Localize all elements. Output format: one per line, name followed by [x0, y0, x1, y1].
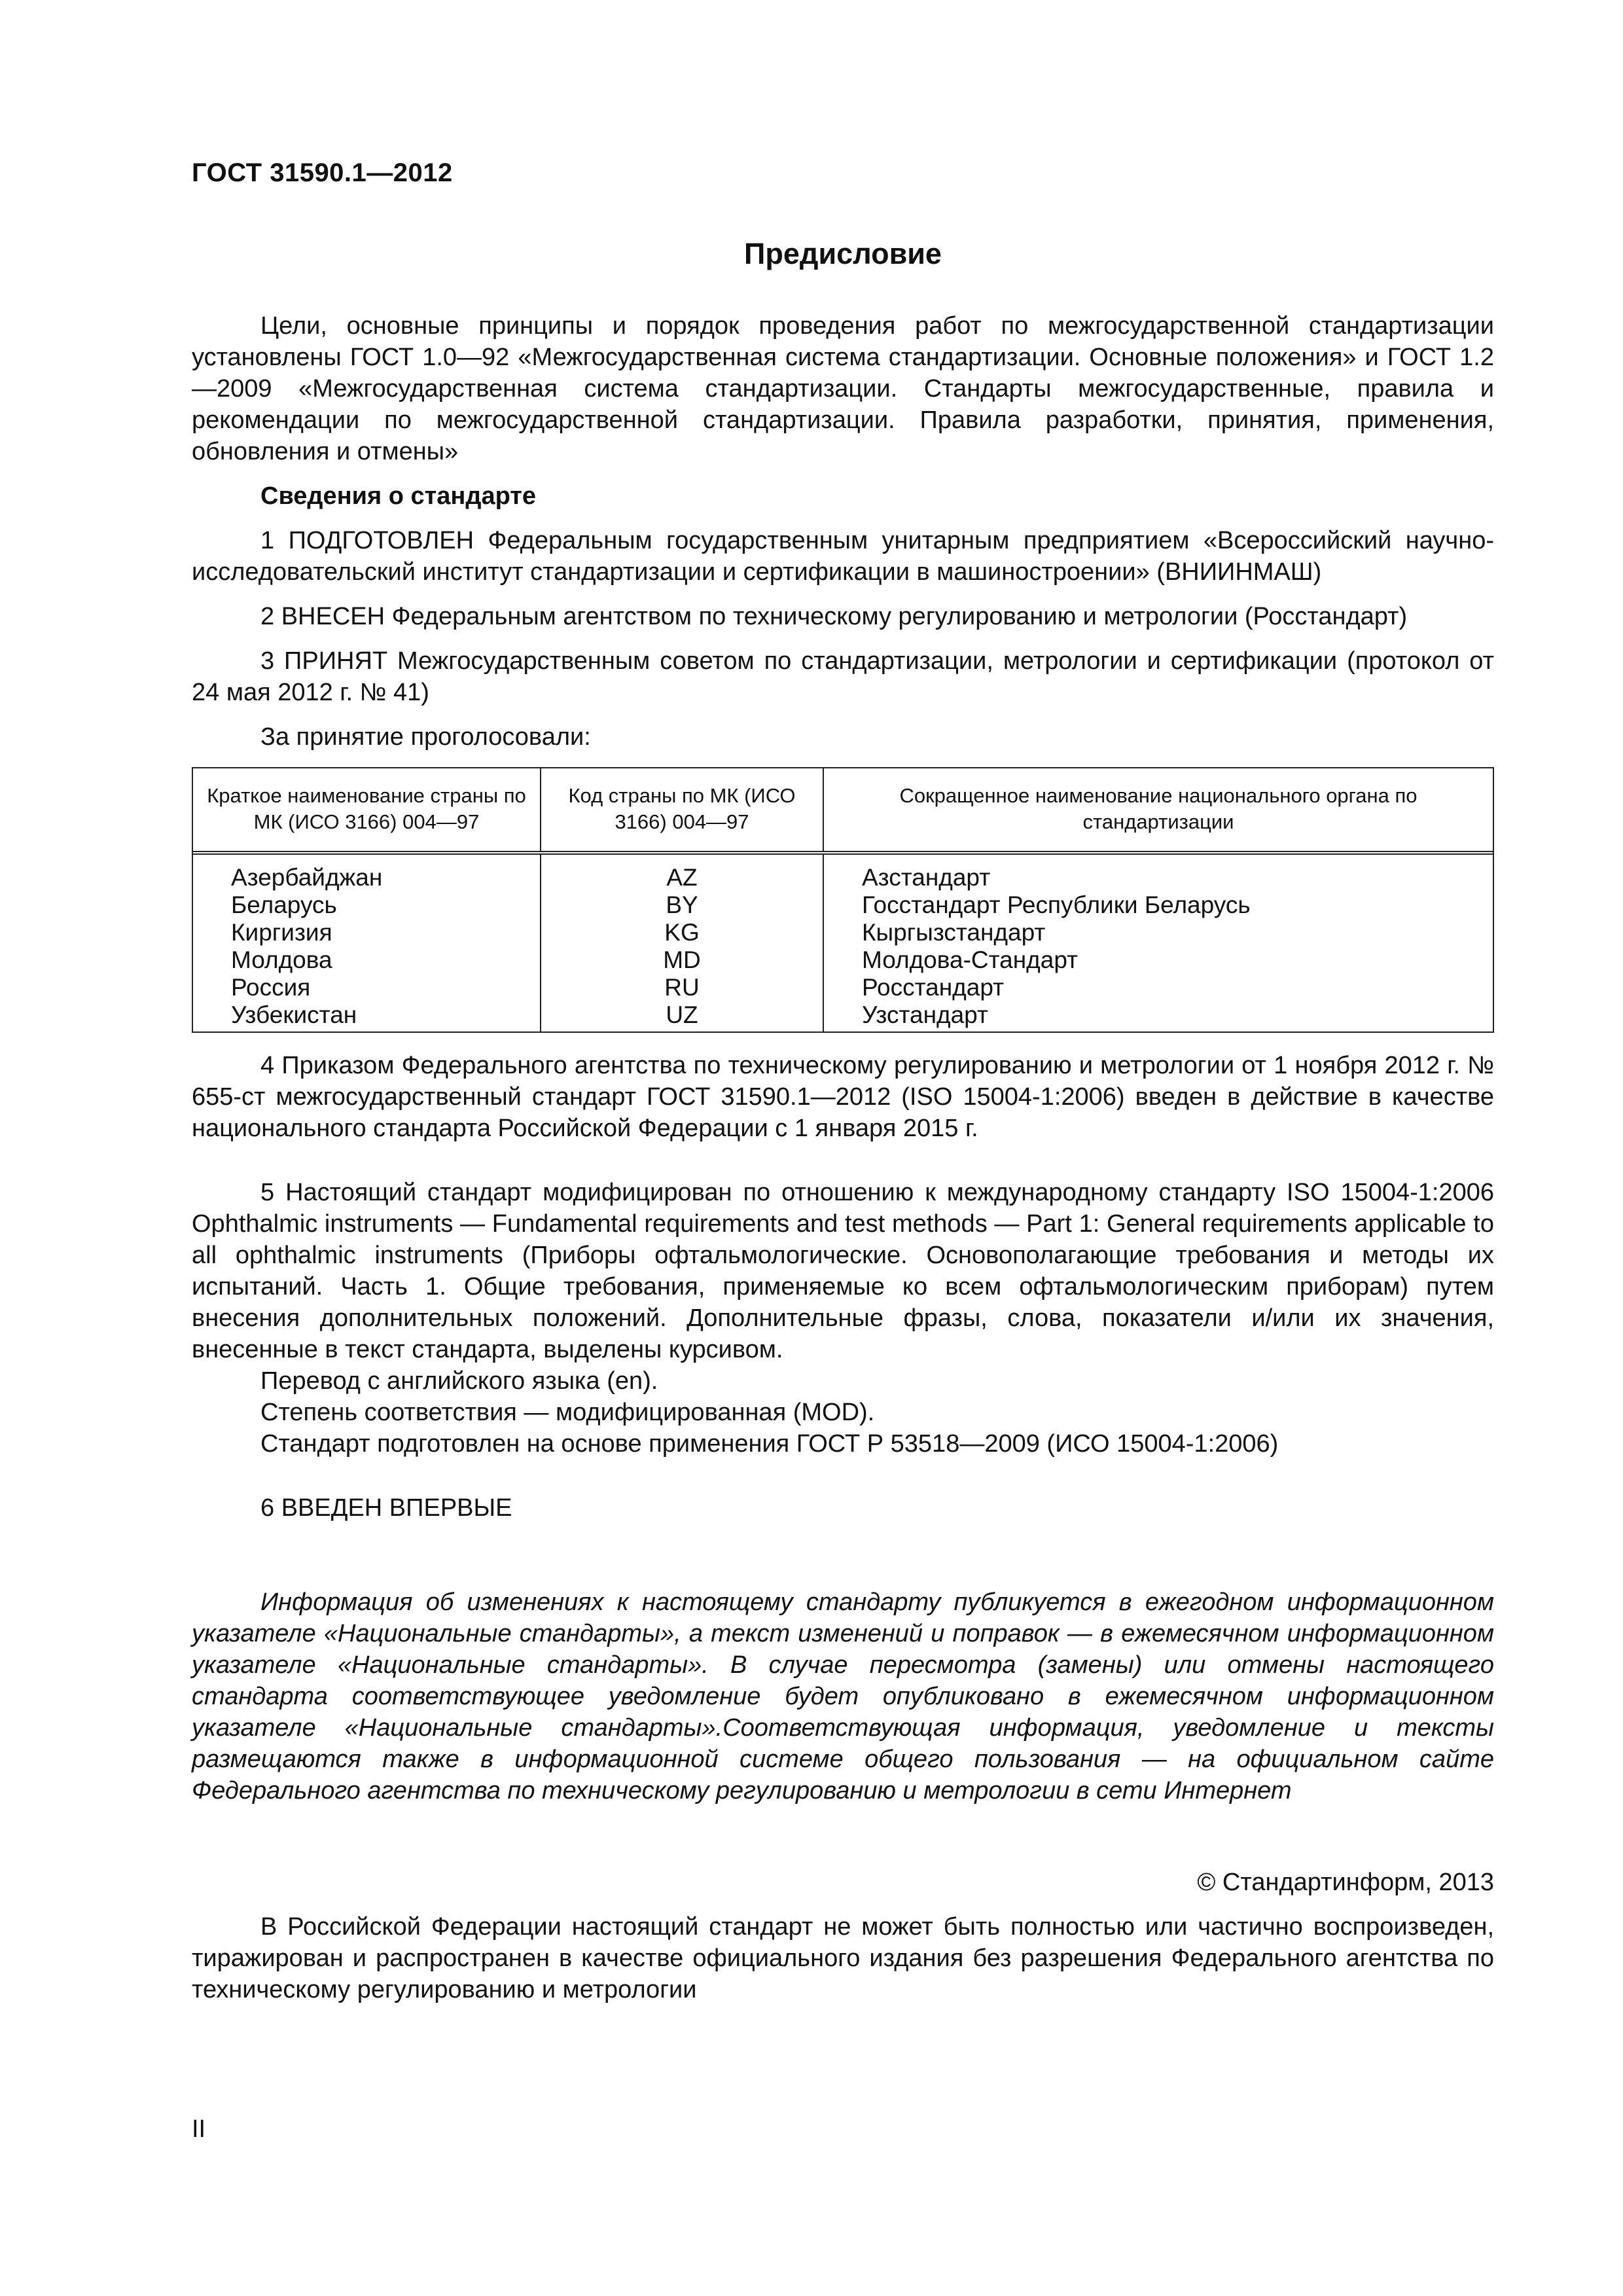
item-4-paragraph: 4 Приказом Федерального агентства по техническому регулированию и метрологии от 1 ноября 2012 г. № 655-ст межгосударственный стандарт ГОСТ 31590.1—2012 (ISO 15004-1:2006) введен в действие в качестве национального стандарта Российской Федерации с 1 января 2015 г. [192, 1052, 1494, 1142]
table-header-cell: Код страны по МК (ИСО 3166) 004—97 [541, 768, 823, 853]
table-header-cell: Краткое наименование страны по МК (ИСО 3166) 004—97 [193, 768, 541, 853]
copyright-line: © Стандартинформ, 2013 [1197, 1869, 1494, 1896]
item-2-paragraph: 2 ВНЕСЕН Федеральным агентством по техническому регулированию и метрологии (Росстандарт) [260, 603, 1408, 630]
voting-table [192, 767, 1494, 1033]
country-code-cell: AZ [541, 853, 823, 891]
item-6-paragraph: 6 ВВЕДЕН ВПЕРВЫЕ [260, 1494, 512, 1522]
table-row [193, 1001, 1493, 1031]
standards-body-cell: Госстандарт Республики Беларусь [862, 891, 1251, 918]
conformity-note: Степень соответствия — модифицированная (MOD). [260, 1399, 875, 1426]
reproduction-notice: В Российской Федерации настоящий стандарт не может быть полностью или частично воспроизведен, тиражирован и распространен в качестве официального издания без разрешения Федерального агентства по техническому регулированию и метрологии [192, 1913, 1494, 2003]
country-name-cell: Россия [193, 974, 541, 1001]
country-code-cell: UZ [541, 1001, 823, 1031]
standards-body-cell: Молдова-Стандарт [862, 946, 1079, 973]
translation-note: Перевод с английского языка (en). [260, 1367, 658, 1395]
page-title: Предисловие [744, 237, 942, 270]
standards-body-cell: Кыргызстандарт [862, 919, 1046, 946]
document-code: ГОСТ 31590.1—2012 [192, 158, 453, 187]
item-1-paragraph: 1 ПОДГОТОВЛЕН Федеральным государственным унитарным предприятием «Всероссийский научно-исследовательский институт стандартизации и сертификации в машиностроении» (ВНИИНМАШ) [192, 527, 1494, 586]
country-code-cell: KG [541, 919, 823, 946]
page-number: II [192, 2115, 206, 2143]
table-row [193, 974, 1493, 1001]
voting-caption: За принятие проголосовали: [260, 723, 591, 751]
table-header-cell: Сокращенное наименование национального органа по стандартизации [823, 768, 1493, 853]
standards-body-cell: Росстандарт [862, 974, 1005, 1001]
country-name-cell: Узбекистан [193, 1001, 541, 1031]
item-3-paragraph: 3 ПРИНЯТ Межгосударственным советом по стандартизации, метрологии и сертификации (протокол от 24 мая 2012 г. № 41) [192, 647, 1494, 706]
standards-body-cell: Азстандарт [862, 864, 991, 891]
page-content [192, 236, 1494, 2005]
section-heading: Сведения о стандарте [260, 482, 537, 510]
country-code-cell: MD [541, 946, 823, 974]
basis-note: Стандарт подготовлен на основе применения ГОСТ Р 53518—2009 (ИСО 15004-1:2006) [260, 1430, 1279, 1458]
standards-body-cell: Узстандарт [862, 1001, 988, 1028]
table-header-row [193, 768, 1493, 853]
table-row [193, 919, 1493, 946]
country-name-cell: Беларусь [193, 891, 541, 919]
country-code-cell: RU [541, 974, 823, 1001]
country-name-cell: Киргизия [193, 919, 541, 946]
country-code-cell: BY [541, 891, 823, 919]
country-name-cell: Азербайджан [193, 853, 541, 891]
table-row [193, 946, 1493, 974]
table-row [193, 891, 1493, 919]
intro-paragraph: Цели, основные принципы и порядок проведения работ по межгосударственной стандартизации установлены ГОСТ 1.0—92 «Межгосударственная система стандартизации. Основные положения» и ГОСТ 1.2—2009 «Межгосударственная система стандартизации. Стандарты межгосударственные, правила и рекомендации по межгосударственной стандартизации. Правила разработки, принятия, применения, обновления и отмены» [192, 312, 1494, 465]
item-5-paragraph: 5 Настоящий стандарт модифицирован по отношению к международному стандарту ISO 15004-1:2006 Ophthalmic instruments — Fundamental requirements and test methods — Part 1: General requirements applicable to all ophthalmic instruments (Приборы офтальмологические. Основополагающие требования и методы их испытаний. Часть 1. Общие требования, применяемые ко всем офтальмологическим приборам) путем внесения дополнительных положений. Дополнительные фразы, слова, показатели и/или их значения, внесенные в текст стандарта, выделены курсивом. [192, 1179, 1494, 1363]
table-row [193, 853, 1493, 891]
country-name-cell: Молдова [193, 946, 541, 974]
changes-notice: Информация об изменениях к настоящему стандарту публикуется в ежегодном информационном указателе «Национальные стандарты», а текст изменений и поправок — в ежемесячном информационном указателе «Национальные стандарты». В случае пересмотра (замены) или отмены настоящего стандарта соответствующее уведомление будет опубликовано в ежемесячном информационном указателе «Национальные стандарты».Соответствующая информация, уведомление и тексты размещаются также в информационной системе общего пользования — на официальном сайте Федерального агентства по техническому регулированию и метрологии в сети Интернет [192, 1588, 1494, 1804]
